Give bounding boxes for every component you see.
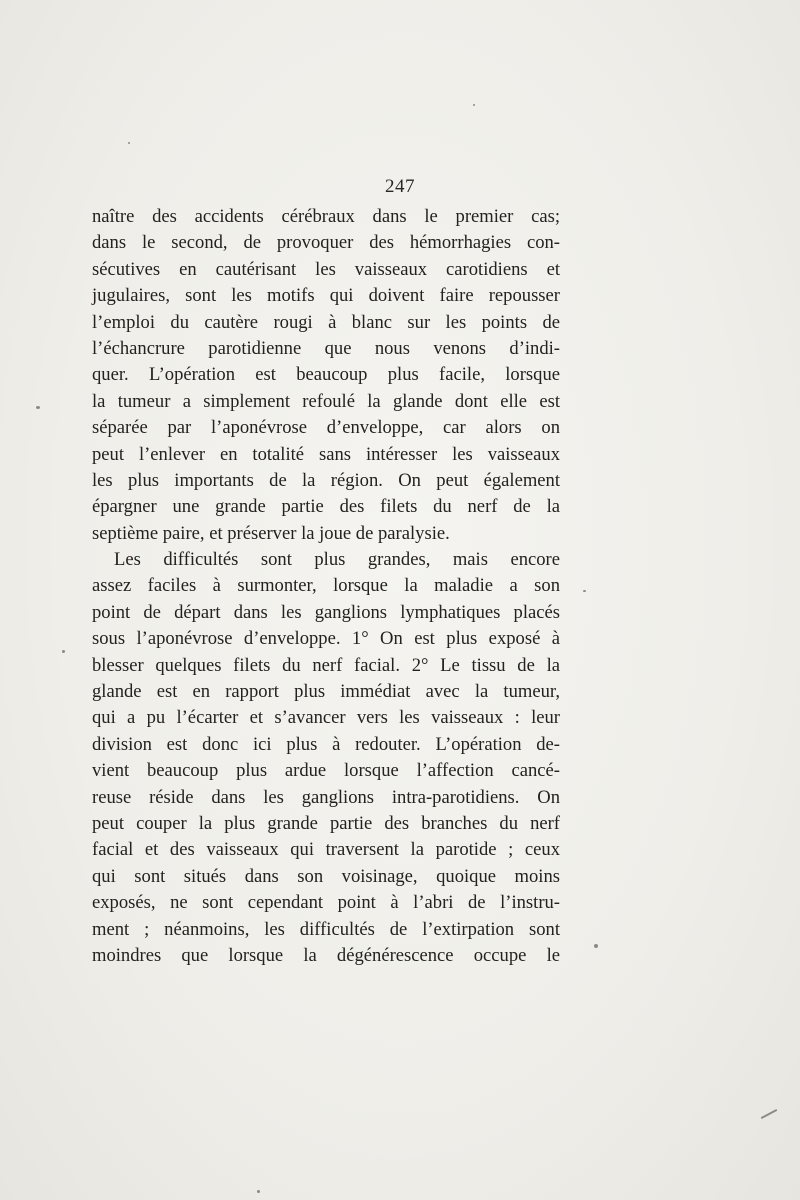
text-line: moindres que lorsque la dégénérescence occupe le xyxy=(92,944,560,966)
text-line: les plus importants de la région. On peut également xyxy=(92,469,560,491)
paper-speck xyxy=(594,944,598,948)
text-line: exposés, ne sont cependant point à l’abri de l’instru- xyxy=(92,892,560,914)
paper-speck xyxy=(761,1109,778,1119)
paper-speck xyxy=(36,406,40,409)
text-line: vient beaucoup plus ardue lorsque l’affection cancé- xyxy=(92,760,560,782)
text-line: assez faciles à surmonter, lorsque la maladie a son xyxy=(92,575,560,597)
page-number: 247 xyxy=(385,176,415,197)
text-line: facial et des vaisseaux qui traversent la parotide ; ceux xyxy=(92,839,560,861)
text-line: quer. L’opération est beaucoup plus facile, lorsque xyxy=(92,364,560,386)
text-line: division est donc ici plus à redouter. L’opération de- xyxy=(92,733,560,755)
text-line: l’emploi du cautère rougi à blanc sur les points de xyxy=(92,311,560,333)
text-line: blesser quelques filets du nerf facial. 2° Le tissu de la xyxy=(92,654,560,676)
text-line: sous l’aponévrose d’enveloppe. 1° On est plus exposé à xyxy=(92,628,560,650)
text-line: qui sont situés dans son voisinage, quoique moins xyxy=(92,865,560,887)
text-line: point de départ dans les ganglions lymphatiques placés xyxy=(92,601,560,623)
paper-speck xyxy=(473,104,475,106)
paper-speck xyxy=(257,1190,260,1193)
paper-speck xyxy=(62,650,65,653)
paper-speck xyxy=(128,142,130,144)
text-line: épargner une grande partie des filets du nerf de la xyxy=(92,496,560,518)
text-line: reuse réside dans les ganglions intra-parotidiens. On xyxy=(92,786,560,808)
text-line: sécutives en cautérisant les vaisseaux carotidiens et xyxy=(92,258,560,280)
text-line: Les difficultés sont plus grandes, mais encore xyxy=(114,549,560,571)
text-line: la tumeur a simplement refoulé la glande dont elle est xyxy=(92,390,560,412)
text-line: dans le second, de provoquer des hémorrhagies con- xyxy=(92,232,560,254)
text-line: peut couper la plus grande partie des branches du nerf xyxy=(92,812,560,834)
body-text xyxy=(92,204,560,969)
paper-speck xyxy=(583,590,586,592)
text-line: septième paire, et préserver la joue de paralysie. xyxy=(92,522,450,544)
text-line: naître des accidents cérébraux dans le premier cas; xyxy=(92,206,560,227)
text-line: glande est en rapport plus immédiat avec la tumeur, xyxy=(92,681,560,703)
text-line: ment ; néanmoins, les difficultés de l’extirpation sont xyxy=(92,918,560,940)
text-line: séparée par l’aponévrose d’enveloppe, car alors on xyxy=(92,417,560,439)
text-line: l’échancrure parotidienne que nous venons d’indi- xyxy=(92,337,560,359)
text-line: qui a pu l’écarter et s’avancer vers les vaisseaux : leur xyxy=(92,707,560,729)
text-line: jugulaires, sont les motifs qui doivent faire repousser xyxy=(92,285,560,307)
text-line: peut l’enlever en totalité sans intéresser les vaisseaux xyxy=(92,443,560,465)
